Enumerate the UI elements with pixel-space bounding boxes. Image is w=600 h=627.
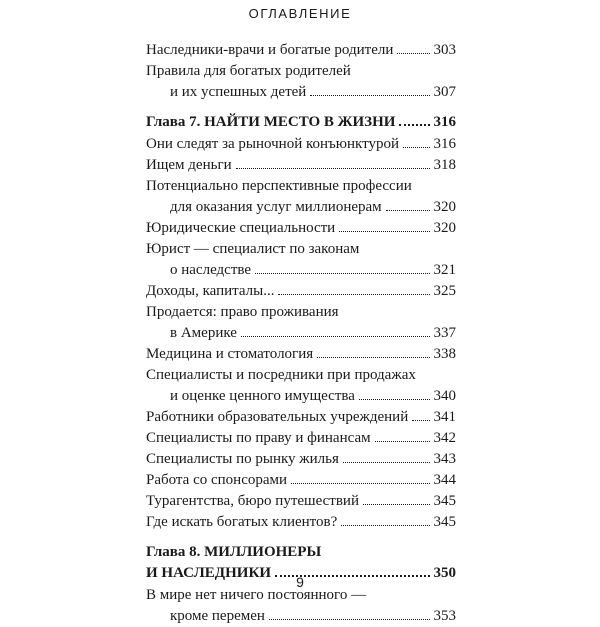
toc-entry[interactable]: [146, 40, 456, 61]
toc-entry[interactable]: [146, 218, 456, 239]
toc-entry-title-line: Специалисты по рынку жилья: [146, 451, 339, 467]
dot-leader: [291, 483, 429, 484]
dot-leader: [269, 619, 430, 620]
toc-page-number: 345: [433, 514, 456, 530]
toc-entry-title-line: для оказания услуг миллионерам: [170, 199, 382, 215]
toc-entry-title-line: Наследники-врачи и богатые родители: [146, 42, 394, 58]
toc-page-number: 321: [433, 262, 456, 278]
toc-entry-title-line: в Америке: [170, 325, 237, 341]
toc-page-number: 325: [433, 283, 456, 299]
dot-leader: [317, 357, 429, 358]
toc-entry-title-line: Юридические специальности: [146, 220, 336, 236]
toc-entry[interactable]: [146, 281, 456, 302]
toc-entry[interactable]: [146, 239, 456, 281]
toc-entry-title-line: кроме перемен: [170, 608, 265, 624]
toc-page-number: 307: [433, 84, 456, 100]
toc-page-number: 303: [433, 42, 456, 58]
toc-entry-title-line: Юрист — специалист по законам: [146, 241, 360, 257]
table-of-contents: [146, 40, 456, 627]
toc-page-number: 342: [433, 430, 456, 446]
dot-leader: [310, 95, 429, 96]
toc-page-number: 350: [433, 565, 456, 581]
dot-leader: [412, 420, 429, 421]
toc-entry[interactable]: [146, 470, 456, 491]
dot-leader: [236, 168, 430, 169]
toc-entry[interactable]: [146, 134, 456, 155]
toc-entry[interactable]: [146, 344, 456, 365]
toc-page-number: 353: [433, 608, 456, 624]
dot-leader: [359, 399, 430, 400]
toc-entry-title-line: Специалисты по праву и финансам: [146, 430, 371, 446]
toc-entry[interactable]: [146, 176, 456, 218]
toc-page-number: 340: [433, 388, 456, 404]
toc-page-number: 341: [433, 409, 456, 425]
toc-entry-title-line: Медицина и стоматология: [146, 346, 314, 362]
toc-entry[interactable]: [146, 428, 456, 449]
dot-leader: [399, 124, 429, 126]
toc-page-number: 343: [433, 451, 456, 467]
toc-entry-title-line: Они следят за рыночной конъюнктурой: [146, 136, 399, 152]
toc-entry-title-line: Ищем деньги: [146, 157, 232, 173]
toc-entry-title-line: и их успешных детей: [170, 84, 307, 100]
toc-entry[interactable]: [146, 407, 456, 428]
dot-leader: [397, 53, 429, 54]
toc-page-number: 344: [433, 472, 456, 488]
dot-leader: [255, 273, 429, 274]
toc-entry-title-line: Правила для богатых родителей: [146, 63, 351, 79]
dot-leader: [343, 462, 430, 463]
toc-page-number: 337: [433, 325, 456, 341]
toc-page-number: 316: [433, 114, 456, 130]
dot-leader: [241, 336, 430, 337]
toc-page-number: 345: [433, 493, 456, 509]
dot-leader: [403, 147, 430, 148]
toc-entry[interactable]: [146, 61, 456, 103]
toc-entry[interactable]: [146, 365, 456, 407]
running-header: ОГЛАВЛЕНИЕ: [248, 6, 352, 21]
toc-entry-title-line: В мире нет ничего постоянного —: [146, 587, 367, 603]
toc-entry[interactable]: [146, 155, 456, 176]
toc-entry-title-line: Специалисты и посредники при продажах: [146, 367, 416, 383]
toc-entry-title-line: Доходы, капиталы...: [146, 283, 275, 299]
toc-entry-title-line: Работники образовательных учреждений: [146, 409, 409, 425]
toc-entry[interactable]: [146, 302, 456, 344]
toc-page-number: 316: [433, 136, 456, 152]
toc-entry-title-line: Продается: право проживания: [146, 304, 339, 320]
dot-leader: [278, 294, 429, 295]
toc-chapter[interactable]: [146, 112, 456, 133]
dot-leader: [363, 504, 430, 505]
toc-entry[interactable]: [146, 512, 456, 533]
toc-page-number: 320: [433, 220, 456, 236]
toc-entry-title-line: Глава 7. НАЙТИ МЕСТО В ЖИЗНИ: [146, 114, 396, 130]
dot-leader: [341, 525, 429, 526]
toc-entry-title-line: и оценке ценного имущества: [170, 388, 355, 404]
dot-leader: [375, 441, 430, 442]
toc-entry[interactable]: [146, 585, 456, 627]
toc-entry[interactable]: [146, 449, 456, 470]
dot-leader: [386, 210, 430, 211]
toc-entry-title-line: Работа со спонсорами: [146, 472, 288, 488]
dot-leader: [339, 231, 429, 232]
toc-entry-title-line: Турагентства, бюро путешествий: [146, 493, 359, 509]
toc-page-number: 338: [433, 346, 456, 362]
page-number: 9: [296, 574, 304, 590]
toc-page-number: 318: [433, 157, 456, 173]
toc-page-number: 320: [433, 199, 456, 215]
toc-entry[interactable]: [146, 491, 456, 512]
toc-entry-title-line: И НАСЛЕДНИКИ: [146, 565, 272, 581]
toc-entry-title-line: Потенциально перспективные профессии: [146, 178, 412, 194]
toc-entry-title-line: Где искать богатых клиентов?: [146, 514, 338, 530]
toc-entry-title-line: Глава 8. МИЛЛИОНЕРЫ: [146, 544, 322, 560]
toc-entry-title-line: о наследстве: [170, 262, 252, 278]
